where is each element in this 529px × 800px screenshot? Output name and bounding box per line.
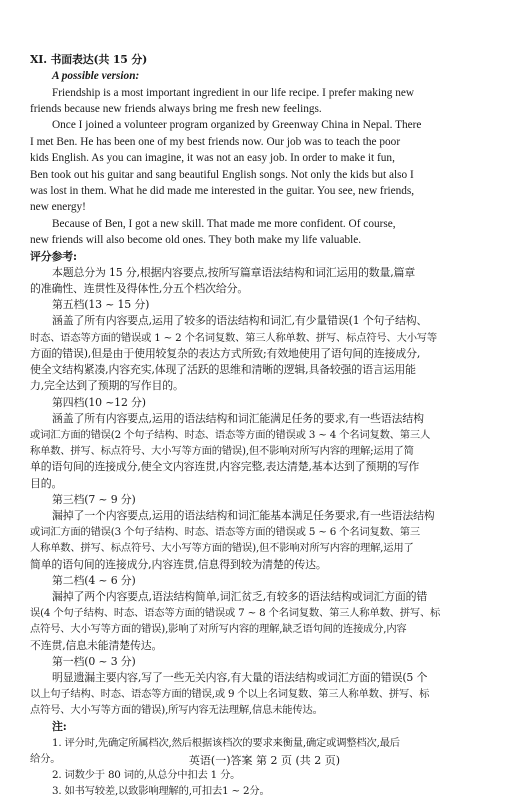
grade1-line: 以上句子结构、时态、语态等方面的错误,或 9 个以上名词复数、第三人称单数、拼写、标 xyxy=(30,688,430,701)
grade5-line: 时态、语态等方面的错误或 1 ~ 2 个名词复数、第三人称单数、拼写、标点符号、大小写等 xyxy=(30,331,438,344)
page-footer: 英语(一)答案 第 2 页 (共 2 页) xyxy=(188,754,341,767)
grade4-line: 单的语句间的连接成分,使全文内容连贯,内容完整,表达清楚,基本达到了预期的写作 xyxy=(30,460,420,474)
grade3-line: 人称单数、拼写、标点符号、大小写等方面的错误),但不影响对所写内容的理解,运用了 xyxy=(30,542,414,555)
grade4-line: 或词汇方面的错误(2 个句子结构、时态、语态等方面的错误或 3 ~ 4 个名词复数、第三人 xyxy=(30,428,431,441)
grade2-line: 不连贯,信息未能清楚传达。 xyxy=(30,638,163,652)
grade2-title: 第二档(4 ~ 6 分) xyxy=(52,573,136,587)
grade3-line: 或词汇方面的错误(3 个句子结构、时态、语态等方面的错误或 5 ~ 6 个名词复数、第三 xyxy=(30,526,420,539)
grade5-line: 使全文结构紧凑,内容充实,体现了活跃的思维和清晰的逻辑,具备较强的语言运用能 xyxy=(30,363,416,377)
sample-essay xyxy=(30,85,499,249)
grade2-line: 误(4 个句子结构、时态、语态等方面的错误或 7 ~ 8 个名词复数、第三人称单数、拼写、标 xyxy=(30,607,441,620)
essay-line: new energy! xyxy=(30,201,86,214)
scoring-intro-line: 的准确性、连贯性及得体性,分五个档次给分。 xyxy=(30,282,249,296)
grade5-title: 第五档(13 ~ 15 分) xyxy=(52,298,150,312)
grade5-line: 力,完全达到了预期的写作目的。 xyxy=(30,379,184,393)
essay-line: Ben took out his guitar and sang beautiful English songs. Not only the kids but also I xyxy=(30,168,414,181)
grade2-line: 点符号、大小写等方面的错误),影响了对所写内容的理解,缺乏语句间的连接成分,内容 xyxy=(30,623,407,636)
note-line: 1. 评分时,先确定所属档次,然后根据该档次的要求来衡量,确定或调整档次,最后 xyxy=(52,736,400,749)
essay-line: new friends will also become old ones. They both make my life valuable. xyxy=(30,234,362,247)
grade3-title: 第三档(7 ~ 9 分) xyxy=(52,492,136,506)
note-line: 3. 如书写较差,以致影响理解的,可扣去1 ~ 2分。 xyxy=(52,785,270,798)
grade4-line: 涵盖了所有内容要点,运用的语法结构和词汇能满足任务的要求,有一些语法结构 xyxy=(52,411,424,425)
essay-line: Because of Ben, I got a new skill. That made me more confident. Of course, xyxy=(52,217,396,230)
grade5-line: 方面的错误),但是由于使用较复杂的表达方式所致;有效地使用了语句间的连接成分, xyxy=(30,346,421,360)
grade1-line: 明显遗漏主要内容,写了一些无关内容,有大量的语法结构或词汇方面的错误(5 个 xyxy=(52,670,428,684)
section-heading: XI. 书面表达(共 15 分) xyxy=(30,53,148,66)
notes-title: 注: xyxy=(52,719,67,733)
scoring-title: 评分参考: xyxy=(30,249,77,263)
essay-line: I met Ben. He has been one of my best friends now. Our job was to teach the poor xyxy=(30,135,401,148)
essay-line: friends because new friends always bring me fresh new feelings. xyxy=(30,103,322,116)
grade3-line: 漏掉了一个内容要点,运用的语法结构和词汇能基本满足任务要求,有一些语法结构 xyxy=(52,508,435,522)
grade4-line: 称单数、拼写、标点符号、大小写等方面的错误),但不影响对所写内容的理解;运用了简 xyxy=(30,445,414,458)
grade1-line: 点符号、大小写等方面的错误),所写内容无法理解,信息未能传达。 xyxy=(30,704,323,717)
essay-line: was lost in them. What he did made me interested in the guitar. You see, new friends, xyxy=(30,185,415,198)
sample-label: A possible version: xyxy=(52,70,140,83)
grade2-line: 漏掉了两个内容要点,语法结构简单,词汇贫乏,有较多的语法结构或词汇方面的错 xyxy=(52,589,428,603)
grade4-line: 目的。 xyxy=(30,476,63,490)
grade1-title: 第一档(0 ~ 3 分) xyxy=(52,654,136,668)
grade3-line: 简单的语句间的连接成分,内容连贯,信息得到较为清楚的传达。 xyxy=(30,557,327,571)
essay-line: kids English. As you can imagine, it was not an easy job. In order to make it fun, xyxy=(30,152,395,165)
grade4-title: 第四档(10 ~12 分) xyxy=(52,395,146,409)
essay-line: Once I joined a volunteer program organized by Greenway China in Nepal. There xyxy=(52,119,422,132)
scoring-reference xyxy=(30,249,499,800)
note-line: 给分。 xyxy=(30,752,61,765)
scoring-intro-line: 本题总分为 15 分,根据内容要点,按所写篇章语法结构和词汇运用的数量,篇章 xyxy=(52,265,416,279)
note-line: 2. 词数少于 80 词的,从总分中扣去 1 分。 xyxy=(52,769,241,782)
essay-line: Friendship is a most important ingredient in our life recipe. I prefer making new xyxy=(52,86,415,99)
grade5-line: 涵盖了所有内容要点,运用了较多的语法结构和词汇,有少量错误(1 个句子结构、 xyxy=(52,314,428,328)
